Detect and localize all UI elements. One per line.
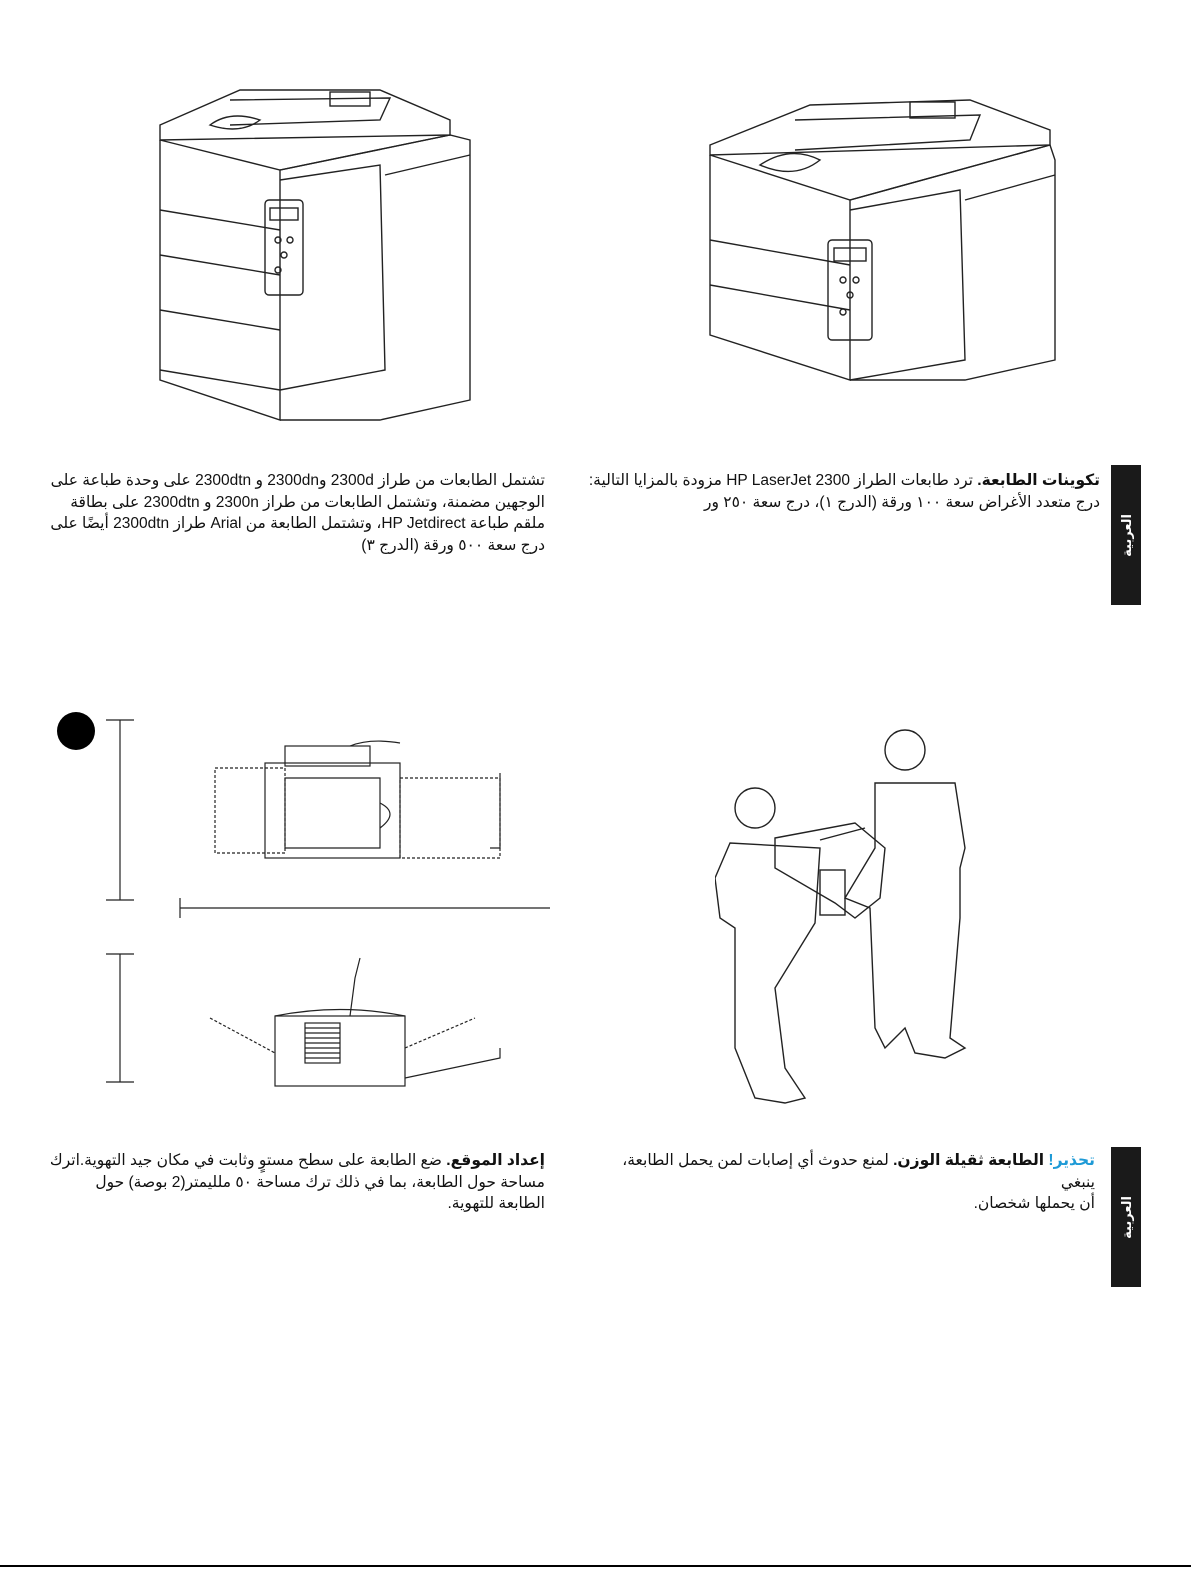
warning-lead: الطابعة ثقيلة الوزن. [893, 1152, 1045, 1169]
site-line-2: مساحة حول الطابعة، بما في ذلك ترك مساحة ٥٠ ملليمتر(2 بوصة) حول [95, 1173, 545, 1191]
printer-with-tray3-illustration [150, 80, 480, 440]
duplex-line-2: الوجهين مضمنة، وتشتمل الطابعات من طراز 2300n و 2300dtn على بطاقة [70, 493, 545, 511]
config-line-1: تكوينات الطابعة. ترد طابعات الطراز HP LaserJet 2300 مزودة بالمزايا التالية: [588, 472, 1100, 489]
duplex-line-4: درج سعة ٥٠٠ ورقة (الدرج ٣) [361, 536, 545, 554]
printer-base-illustration [700, 80, 1060, 420]
duplex-line-3: ملقم طباعة HP Jetdirect، وتشتمل الطابعة من Arial طراز 2300dtn أيضًا على [50, 515, 545, 532]
config-line-2: درج متعدد الأغراض سعة ١٠٠ ورقة (الدرج ١)، درج سعة ٢٥٠ ور [703, 493, 1100, 511]
site-line-3: الطابعة للتهوية. [447, 1195, 545, 1212]
duplex-models-text [35, 470, 545, 556]
site-lead: إعداد الموقع. [446, 1152, 545, 1169]
two-person-lift-illustration [715, 728, 985, 1108]
site-setup-text [35, 1150, 545, 1215]
clearance-diagram [100, 718, 560, 1088]
site-line-1: إعداد الموقع. ضع الطابعة على سطح مستوٍ وثابت في مكان جيد التهوية.اترك [49, 1152, 545, 1169]
bottom-rule [0, 1565, 1191, 1567]
language-tab-bottom: العربية [1111, 1147, 1141, 1287]
warning-label: تحذير! [1048, 1152, 1095, 1169]
weight-warning-text [585, 1150, 1095, 1215]
step-marker [57, 712, 95, 750]
warning-line-2: أن يحملها شخصان. [973, 1195, 1095, 1212]
warning-line-1: تحذير! الطابعة ثقيلة الوزن. لمنع حدوث أي إصابات لمن يحمل الطابعة، ينبغي [622, 1152, 1095, 1191]
language-tab-top: العربية [1111, 465, 1141, 605]
duplex-line-1: تشتمل الطابعات من طراز 2300d و2300dn و 2300dtn على وحدة طباعة على [50, 472, 545, 489]
printer-configurations-text [585, 470, 1100, 513]
config-lead: تكوينات الطابعة. [977, 472, 1100, 489]
